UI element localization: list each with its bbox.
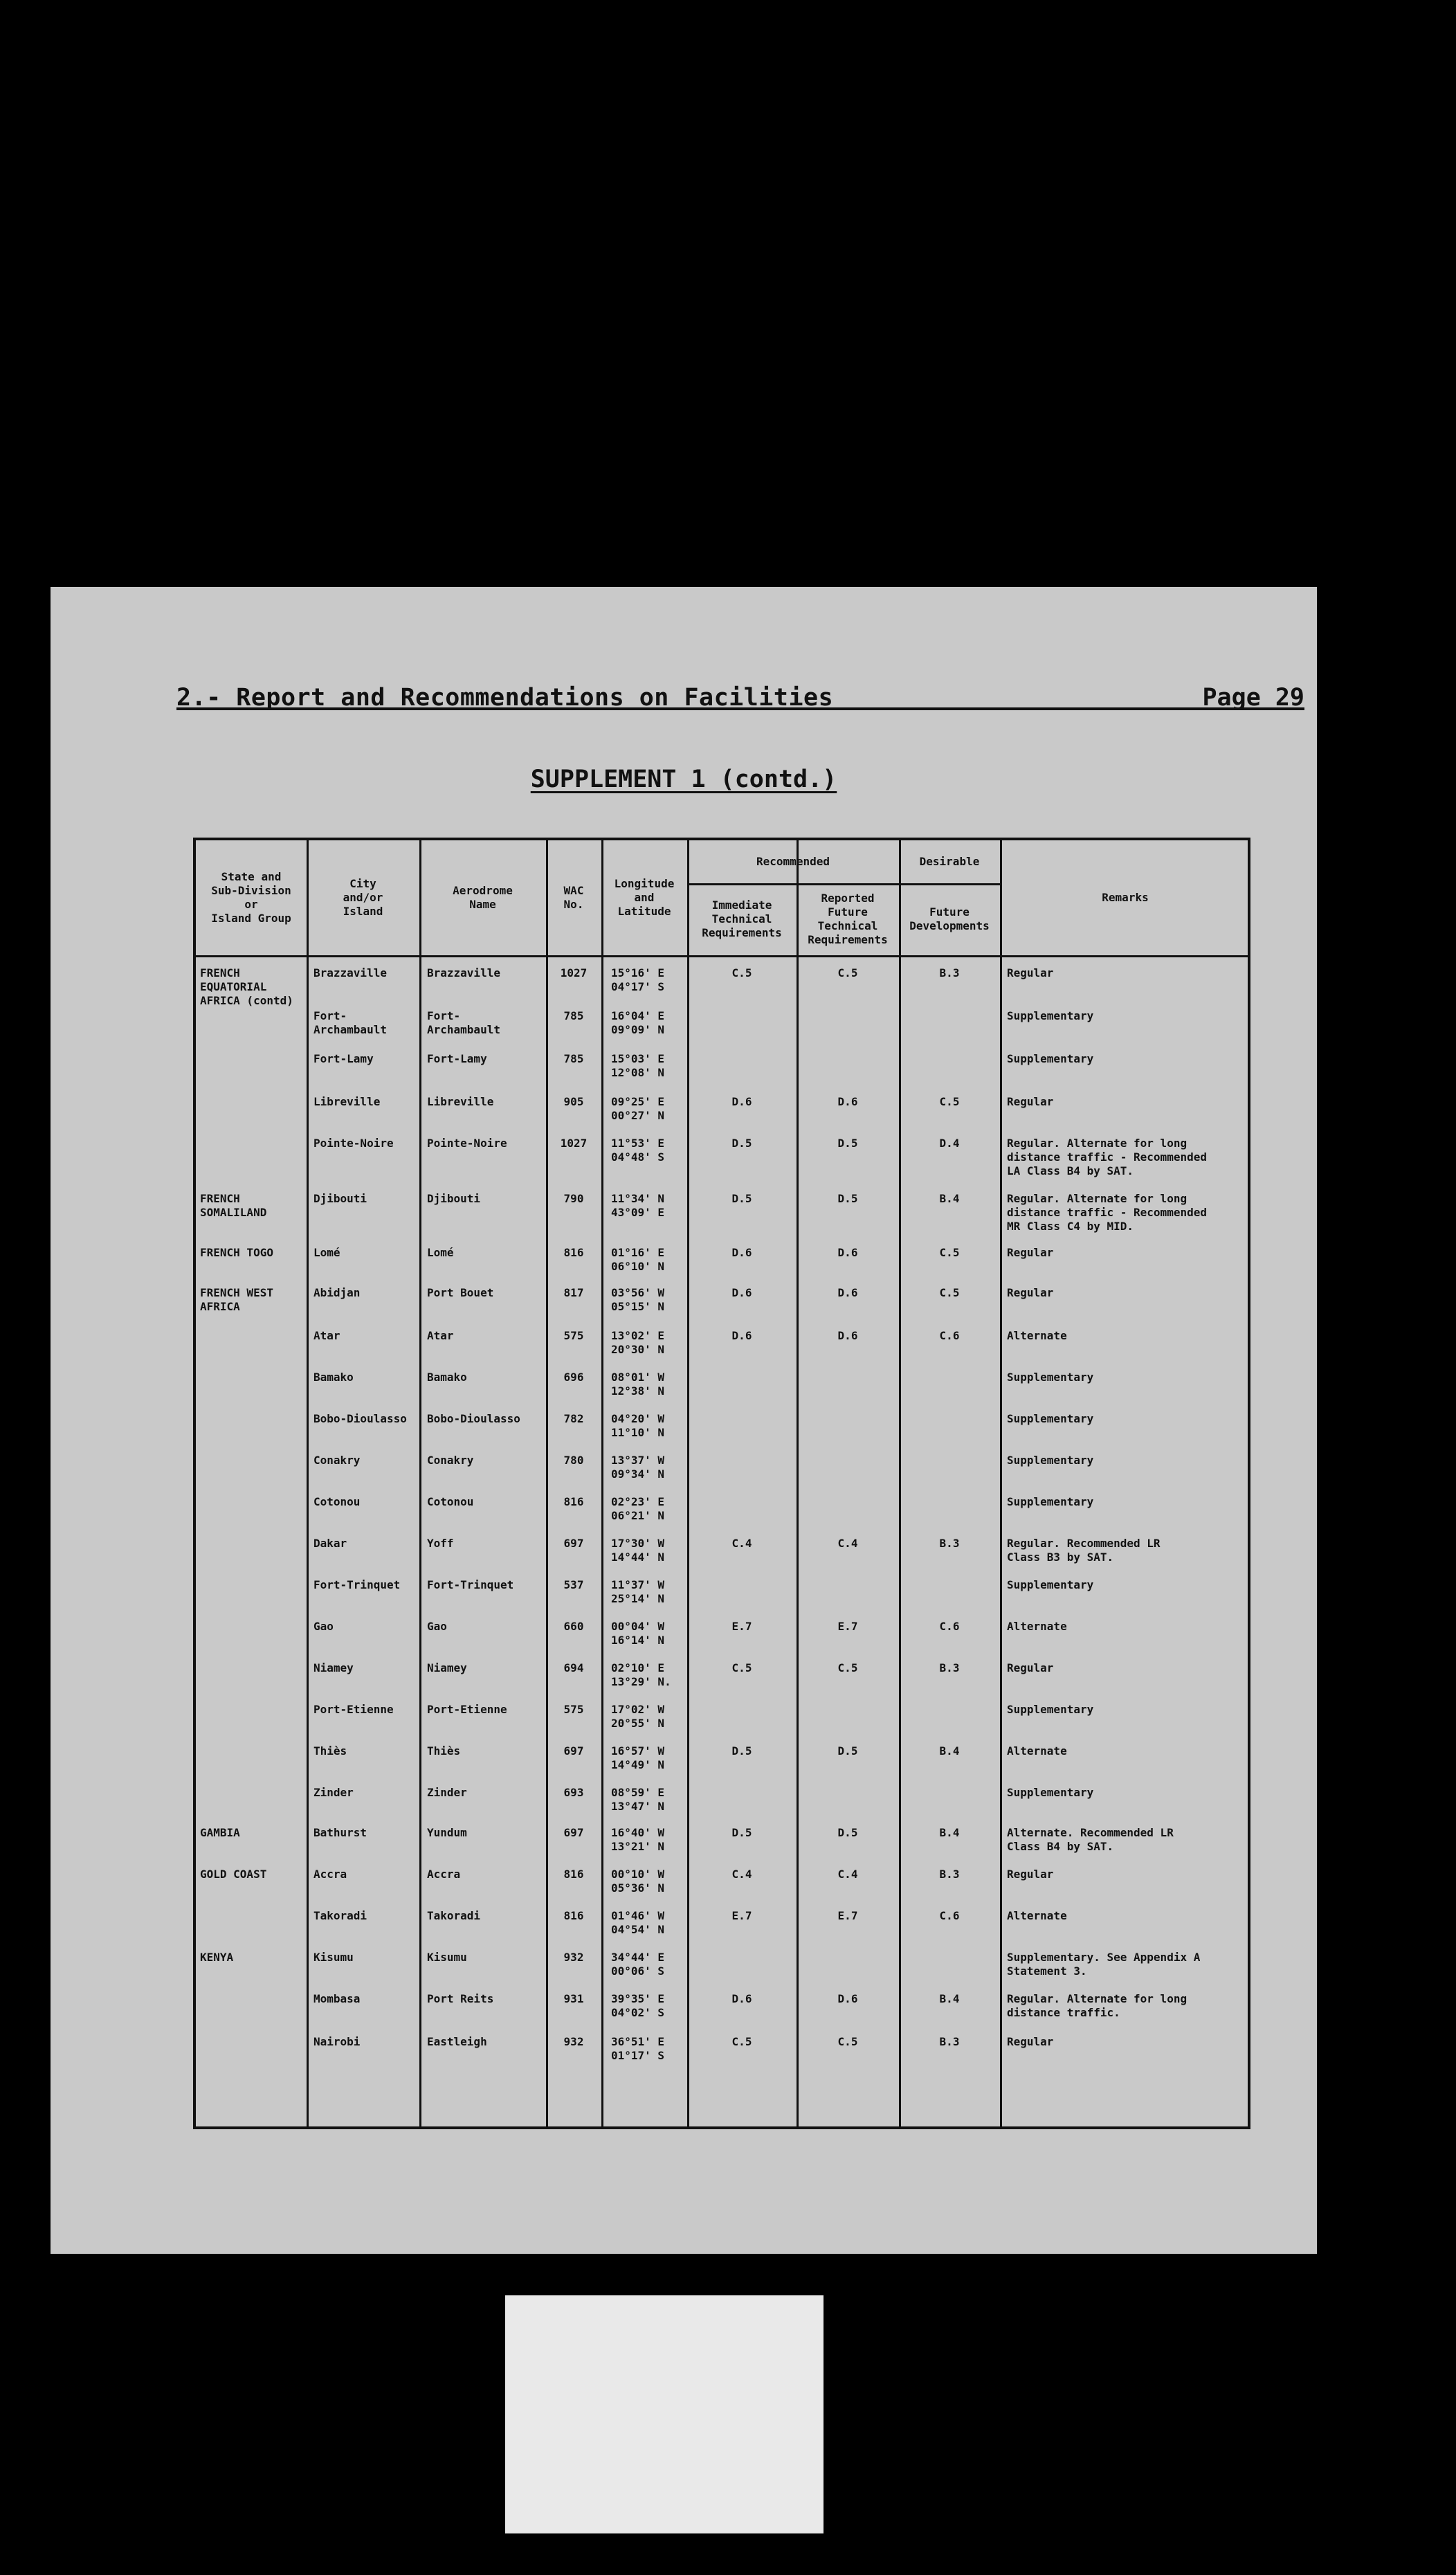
cell-city: Atar: [313, 1329, 340, 1342]
cell-remarks: Supplementary: [1007, 1786, 1094, 1799]
cell-fut: B.4: [939, 1992, 960, 2005]
cell-fut: B.3: [939, 966, 960, 979]
cell-wac: 790: [563, 1192, 584, 1205]
cell-state: GOLD COAST: [200, 1868, 267, 1881]
cell-wac: 537: [563, 1578, 584, 1591]
cell-wac: 816: [563, 1246, 584, 1259]
supplement-title-text: SUPPLEMENT 1 (contd.): [530, 766, 837, 793]
cell-remarks: Supplementary: [1007, 1052, 1094, 1065]
cell-lonlat: 01°46' W 04°54' N: [611, 1909, 665, 1936]
cell-city: Mombasa: [313, 1992, 361, 2005]
cell-rep: D.6: [837, 1095, 858, 1108]
document-page: [51, 587, 1317, 2254]
cell-remarks: Supplementary: [1007, 1009, 1094, 1022]
cell-imm: C.5: [731, 1661, 752, 1674]
cell-remarks: Supplementary: [1007, 1703, 1094, 1716]
cell-rep: D.5: [837, 1826, 858, 1839]
column-divider: [419, 840, 421, 2126]
cell-lonlat: 11°34' N 43°09' E: [611, 1192, 665, 1219]
cell-aerodrome: Fort- Archambault: [427, 1009, 500, 1036]
cell-city: Libreville: [313, 1095, 381, 1108]
cell-remarks: Supplementary: [1007, 1578, 1094, 1591]
cell-imm: E.7: [731, 1620, 752, 1633]
cell-lonlat: 34°44' E 00°06' S: [611, 1951, 665, 1978]
cell-lonlat: 16°57' W 14°49' N: [611, 1744, 665, 1771]
cell-state: KENYA: [200, 1951, 234, 1964]
cell-remarks: Regular: [1007, 1095, 1054, 1108]
cell-city: Takoradi: [313, 1909, 367, 1922]
cell-lonlat: 00°10' W 05°36' N: [611, 1868, 665, 1895]
cell-city: Bamako: [313, 1371, 354, 1384]
blank-card: [505, 2295, 823, 2533]
cell-city: Bobo-Dioulasso: [313, 1412, 407, 1425]
cell-city: Bathurst: [313, 1826, 367, 1839]
cell-fut: B.3: [939, 1537, 960, 1550]
cell-fut: B.4: [939, 1826, 960, 1839]
cell-imm: D.6: [731, 1329, 752, 1342]
cell-imm: D.6: [731, 1286, 752, 1299]
header-state: State and Sub-Division or Island Group: [211, 870, 291, 925]
cell-lonlat: 17°02' W 20°55' N: [611, 1703, 665, 1730]
cell-state: FRENCH SOMALILAND: [200, 1192, 267, 1219]
cell-lonlat: 36°51' E 01°17' S: [611, 2035, 665, 2062]
cell-city: Nairobi: [313, 2035, 361, 2048]
cell-aerodrome: Atar: [427, 1329, 454, 1342]
cell-lonlat: 04°20' W 11°10' N: [611, 1412, 665, 1439]
header-future: Future Developments: [909, 905, 990, 932]
cell-fut: C.5: [939, 1095, 960, 1108]
cell-wac: 816: [563, 1909, 584, 1922]
cell-aerodrome: Takoradi: [427, 1909, 481, 1922]
header-desirable: Desirable: [919, 855, 980, 868]
cell-wac: 660: [563, 1620, 584, 1633]
header-wac: WAC No.: [563, 884, 584, 911]
cell-city: Fort- Archambault: [313, 1009, 387, 1036]
cell-wac: 817: [563, 1286, 584, 1299]
cell-lonlat: 08°59' E 13°47' N: [611, 1786, 665, 1813]
page-number: Page 29: [1202, 684, 1304, 712]
cell-aerodrome: Bamako: [427, 1371, 467, 1384]
cell-wac: 932: [563, 2035, 584, 2048]
cell-remarks: Regular: [1007, 1868, 1054, 1881]
cell-rep: C.4: [837, 1868, 858, 1881]
cell-imm: D.5: [731, 1826, 752, 1839]
cell-aerodrome: Bobo-Dioulasso: [427, 1412, 520, 1425]
cell-fut: C.5: [939, 1286, 960, 1299]
cell-aerodrome: Yundum: [427, 1826, 467, 1839]
cell-lonlat: 17°30' W 14°44' N: [611, 1537, 665, 1564]
cell-imm: D.5: [731, 1744, 752, 1758]
cell-rep: D.5: [837, 1192, 858, 1205]
cell-remarks: Alternate: [1007, 1744, 1067, 1758]
cell-imm: C.5: [731, 966, 752, 979]
cell-lonlat: 11°53' E 04°48' S: [611, 1137, 665, 1164]
cell-aerodrome: Brazzaville: [427, 966, 500, 979]
cell-city: Cotonou: [313, 1495, 361, 1508]
column-divider: [797, 840, 799, 2126]
cell-rep: C.5: [837, 2035, 858, 2048]
column-divider: [1000, 840, 1002, 2126]
cell-city: Gao: [313, 1620, 334, 1633]
cell-imm: C.5: [731, 2035, 752, 2048]
cell-lonlat: 08°01' W 12°38' N: [611, 1371, 665, 1398]
cell-imm: E.7: [731, 1909, 752, 1922]
cell-city: Zinder: [313, 1786, 354, 1799]
cell-city: Brazzaville: [313, 966, 387, 979]
cell-city: Fort-Trinquet: [313, 1578, 401, 1591]
cell-lonlat: 16°40' W 13°21' N: [611, 1826, 665, 1853]
cell-lonlat: 11°37' W 25°14' N: [611, 1578, 665, 1605]
cell-aerodrome: Fort-Trinquet: [427, 1578, 514, 1591]
cell-wac: 697: [563, 1826, 584, 1839]
cell-rep: C.5: [837, 966, 858, 979]
cell-wac: 575: [563, 1703, 584, 1716]
header-immediate: Immediate Technical Requirements: [702, 898, 782, 939]
cell-remarks: Regular. Alternate for long distance traffic - Recommended LA Class B4 by SAT.: [1007, 1137, 1207, 1177]
cell-wac: 696: [563, 1371, 584, 1384]
cell-fut: B.3: [939, 2035, 960, 2048]
cell-city: Kisumu: [313, 1951, 354, 1964]
cell-rep: D.6: [837, 1246, 858, 1259]
cell-aerodrome: Thiès: [427, 1744, 461, 1758]
cell-fut: C.6: [939, 1329, 960, 1342]
cell-aerodrome: Kisumu: [427, 1951, 467, 1964]
cell-lonlat: 00°04' W 16°14' N: [611, 1620, 665, 1647]
column-divider: [687, 840, 689, 2126]
cell-aerodrome: Port Bouet: [427, 1286, 494, 1299]
cell-city: Lomé: [313, 1246, 340, 1259]
cell-lonlat: 39°35' E 04°02' S: [611, 1992, 665, 2019]
cell-aerodrome: Cotonou: [427, 1495, 474, 1508]
cell-city: Pointe-Noire: [313, 1137, 394, 1150]
cell-lonlat: 09°25' E 00°27' N: [611, 1095, 665, 1122]
cell-remarks: Regular: [1007, 1286, 1054, 1299]
cell-city: Niamey: [313, 1661, 354, 1674]
cell-wac: 905: [563, 1095, 584, 1108]
header-aerodrome: Aerodrome Name: [453, 884, 513, 911]
cell-fut: B.3: [939, 1868, 960, 1881]
cell-lonlat: 03°56' W 05°15' N: [611, 1286, 665, 1313]
cell-aerodrome: Lomé: [427, 1246, 454, 1259]
cell-rep: D.6: [837, 1329, 858, 1342]
cell-wac: 1027: [560, 966, 588, 979]
column-divider: [307, 840, 309, 2126]
header-divider: [196, 955, 1248, 957]
cell-wac: 931: [563, 1992, 584, 2005]
cell-city: Djibouti: [313, 1192, 367, 1205]
cell-wac: 782: [563, 1412, 584, 1425]
cell-remarks: Regular. Recommended LR Class B3 by SAT.: [1007, 1537, 1161, 1564]
cell-wac: 1027: [560, 1137, 588, 1150]
cell-imm: D.5: [731, 1137, 752, 1150]
cell-city: Fort-Lamy: [313, 1052, 374, 1065]
cell-fut: C.6: [939, 1909, 960, 1922]
cell-wac: 693: [563, 1786, 584, 1799]
cell-aerodrome: Port-Etienne: [427, 1703, 507, 1716]
cell-remarks: Supplementary: [1007, 1412, 1094, 1425]
cell-wac: 780: [563, 1454, 584, 1467]
cell-aerodrome: Pointe-Noire: [427, 1137, 507, 1150]
cell-remarks: Regular. Alternate for long distance traffic - Recommended MR Class C4 by MID.: [1007, 1192, 1207, 1233]
cell-remarks: Alternate: [1007, 1909, 1067, 1922]
cell-fut: C.5: [939, 1246, 960, 1259]
cell-city: Port-Etienne: [313, 1703, 394, 1716]
cell-wac: 816: [563, 1868, 584, 1881]
cell-lonlat: 13°37' W 09°34' N: [611, 1454, 665, 1481]
cell-imm: C.4: [731, 1537, 752, 1550]
cell-city: Abidjan: [313, 1286, 361, 1299]
page-header: [176, 684, 1304, 710]
cell-remarks: Regular: [1007, 1661, 1054, 1674]
cell-aerodrome: Libreville: [427, 1095, 494, 1108]
header-lonlat: Longitude and Latitude: [614, 877, 675, 918]
cell-lonlat: 15°03' E 12°08' N: [611, 1052, 665, 1079]
cell-remarks: Alternate. Recommended LR Class B4 by SAT.: [1007, 1826, 1174, 1853]
header-recommended: Recommended: [756, 855, 830, 868]
cell-wac: 694: [563, 1661, 584, 1674]
cell-lonlat: 16°04' E 09°09' N: [611, 1009, 665, 1036]
cell-city: Conakry: [313, 1454, 361, 1467]
cell-rep: C.5: [837, 1661, 858, 1674]
cell-imm: D.6: [731, 1246, 752, 1259]
cell-fut: B.3: [939, 1661, 960, 1674]
cell-state: GAMBIA: [200, 1826, 240, 1839]
cell-rep: C.4: [837, 1537, 858, 1550]
cell-wac: 697: [563, 1744, 584, 1758]
cell-fut: B.4: [939, 1192, 960, 1205]
cell-fut: D.4: [939, 1137, 960, 1150]
cell-aerodrome: Conakry: [427, 1454, 474, 1467]
facilities-table: [193, 838, 1250, 2129]
cell-aerodrome: Zinder: [427, 1786, 467, 1799]
cell-wac: 785: [563, 1052, 584, 1065]
cell-wac: 816: [563, 1495, 584, 1508]
cell-fut: C.6: [939, 1620, 960, 1633]
cell-lonlat: 15°16' E 04°17' S: [611, 966, 665, 993]
cell-city: Thiès: [313, 1744, 347, 1758]
cell-wac: 932: [563, 1951, 584, 1964]
cell-aerodrome: Accra: [427, 1868, 461, 1881]
cell-remarks: Regular: [1007, 966, 1054, 979]
cell-remarks: Regular: [1007, 2035, 1054, 2048]
cell-rep: D.5: [837, 1137, 858, 1150]
cell-remarks: Supplementary: [1007, 1371, 1094, 1384]
header-remarks: Remarks: [1102, 891, 1149, 904]
cell-imm: D.6: [731, 1992, 752, 2005]
cell-rep: E.7: [837, 1909, 858, 1922]
column-divider: [546, 840, 548, 2126]
cell-remarks: Alternate: [1007, 1620, 1067, 1633]
cell-remarks: Regular. Alternate for long distance traffic.: [1007, 1992, 1187, 2019]
cell-remarks: Alternate: [1007, 1329, 1067, 1342]
cell-remarks: Supplementary: [1007, 1454, 1094, 1467]
cell-rep: E.7: [837, 1620, 858, 1633]
cell-aerodrome: Djibouti: [427, 1192, 481, 1205]
cell-aerodrome: Yoff: [427, 1537, 454, 1550]
cell-state: FRENCH WEST AFRICA: [200, 1286, 273, 1313]
header-reported: Reported Future Technical Requirements: [808, 892, 888, 946]
cell-wac: 785: [563, 1009, 584, 1022]
cell-wac: 575: [563, 1329, 584, 1342]
cell-city: Accra: [313, 1868, 347, 1881]
cell-imm: C.4: [731, 1868, 752, 1881]
cell-aerodrome: Eastleigh: [427, 2035, 487, 2048]
supplement-title: [51, 766, 1317, 793]
header-title: 2.- Report and Recommendations on Facilities: [176, 684, 834, 712]
cell-aerodrome: Niamey: [427, 1661, 467, 1674]
cell-imm: D.5: [731, 1192, 752, 1205]
cell-fut: B.4: [939, 1744, 960, 1758]
cell-lonlat: 02°23' E 06°21' N: [611, 1495, 665, 1522]
cell-imm: D.6: [731, 1095, 752, 1108]
cell-state: FRENCH TOGO: [200, 1246, 273, 1259]
cell-aerodrome: Fort-Lamy: [427, 1052, 487, 1065]
cell-city: Dakar: [313, 1537, 347, 1550]
cell-aerodrome: Gao: [427, 1620, 447, 1633]
cell-rep: D.5: [837, 1744, 858, 1758]
cell-lonlat: 13°02' E 20°30' N: [611, 1329, 665, 1356]
cell-remarks: Regular: [1007, 1246, 1054, 1259]
cell-remarks: Supplementary: [1007, 1495, 1094, 1508]
cell-lonlat: 01°16' E 06°10' N: [611, 1246, 665, 1273]
cell-state: FRENCH EQUATORIAL AFRICA (contd): [200, 966, 293, 1007]
column-divider: [601, 840, 603, 2126]
cell-rep: D.6: [837, 1286, 858, 1299]
cell-lonlat: 02°10' E 13°29' N.: [611, 1661, 671, 1688]
header-city: City and/or Island: [343, 877, 383, 918]
column-divider: [899, 840, 901, 2126]
cell-remarks: Supplementary. See Appendix A Statement 3.: [1007, 1951, 1201, 1978]
cell-aerodrome: Port Reits: [427, 1992, 494, 2005]
cell-rep: D.6: [837, 1992, 858, 2005]
cell-wac: 697: [563, 1537, 584, 1550]
